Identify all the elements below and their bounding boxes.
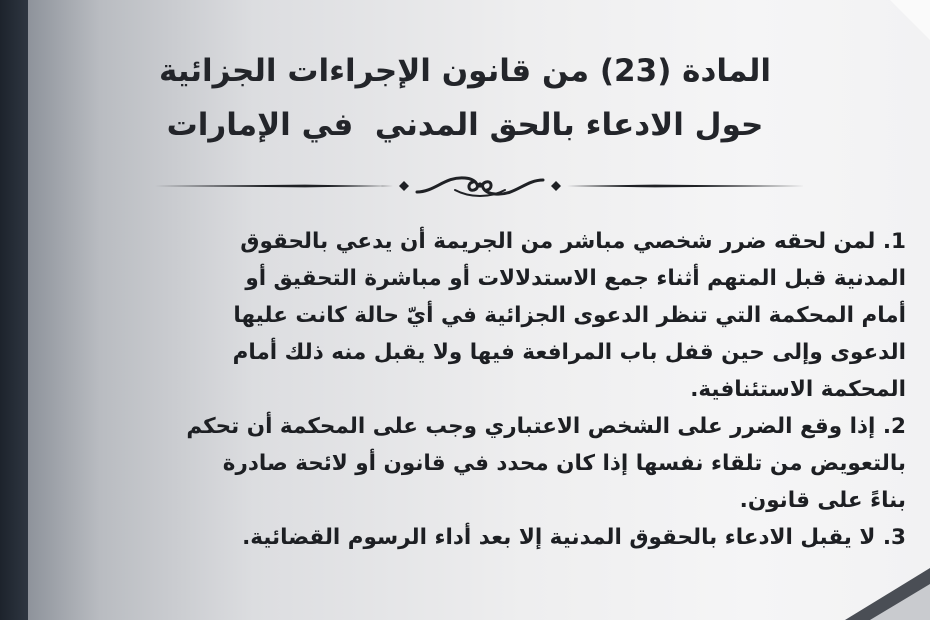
page-title [100, 44, 830, 152]
ornamental-divider-icon [155, 168, 805, 204]
article-3 [58, 519, 906, 556]
article-1 [58, 223, 906, 408]
title-line-1: المادة (23) من قانون الإجراءات الجزائية [158, 53, 772, 89]
article-2 [58, 408, 906, 519]
article-line: بالتعويض من تلقاء نفسها إذا كان محدد في قانون أو لائحة صادرة [222, 451, 906, 476]
divider-left-diamond [399, 181, 409, 191]
divider-right-diamond [551, 181, 561, 191]
article-line: المحكمة الاستئنافية. [690, 377, 906, 402]
article-line: 3. لا يقبل الادعاء بالحقوق المدنية إلا بعد أداء الرسوم القضائية. [242, 525, 906, 550]
article-line: 1. لمن لحقه ضرر شخصي مباشر من الجريمة أن يدعي بالحقوق [240, 229, 906, 254]
article-line: المدنية قبل المتهم أثناء جمع الاستدلالات أو مباشرة التحقيق أو [245, 266, 906, 291]
title-line-2: حول الادعاء بالحق المدني في الإمارات [166, 107, 764, 143]
article-line: بناءً على قانون. [739, 488, 906, 513]
divider-left-line [155, 185, 393, 188]
article-body [58, 223, 906, 556]
left-dark-strip [0, 0, 28, 620]
corner-accent-light [870, 584, 930, 620]
divider-center-dot [477, 182, 482, 187]
article-line: الدعوى وإلى حين قفل باب المرافعة فيها ولا يقبل منه ذلك أمام [232, 340, 906, 365]
article-line: 2. إذا وقع الضرر على الشخص الاعتباري وجب على المحكمة أن تحكم [186, 414, 906, 439]
divider-right-line [567, 185, 805, 188]
article-line: أمام المحكمة التي تنظر الدعوى الجزائية في أيّ حالة كانت عليها [233, 303, 906, 328]
corner-highlight [890, 0, 930, 40]
